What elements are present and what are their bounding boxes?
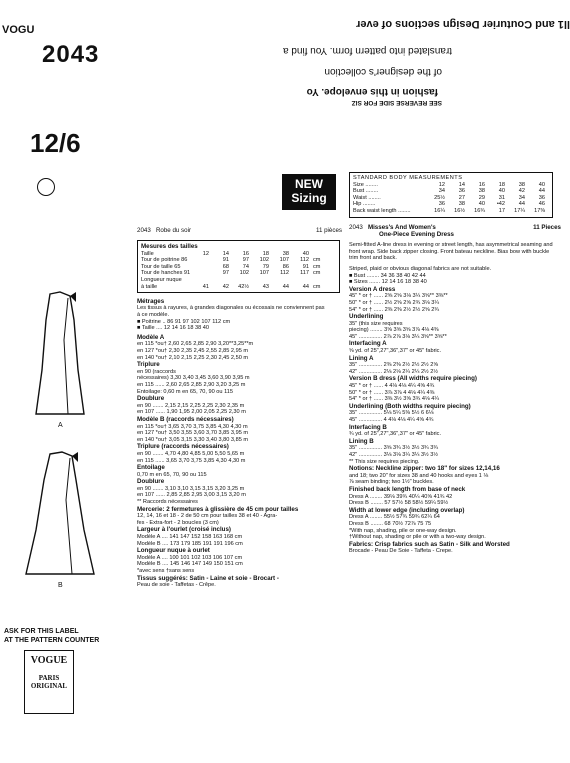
fr-measure-row-value: 38: [282, 250, 289, 257]
std-measure-row-value: 36: [458, 188, 465, 195]
fr-measure-row-value: 79: [262, 263, 269, 270]
en-yardage-line: Notions: Neckline zipper: two 18" for sizes 12,14,16: [349, 465, 500, 473]
fr-yardage-line: Peau de soie - Taffetas - Crêpe.: [137, 582, 216, 589]
en-yardage-line: Lining A: [349, 354, 374, 362]
fr-measure-row-value: 41: [202, 283, 209, 290]
fr-measure-row-unit: cm: [313, 257, 321, 264]
fr-measure-row-value: 112: [300, 257, 309, 264]
fr-number: 2043: [137, 227, 151, 234]
en-yardage-line: 45" ............... 2⅞ 2⅞ 3⅛ 3¼ 3⅝** 3⅝**: [349, 333, 447, 340]
fr-yardage-line: en 140 *ou† 2,10 2,15 2,25 2,30 2,45 2,50 m: [137, 354, 249, 361]
fr-measure-row-value: 12: [202, 250, 209, 257]
ask-label-line1: ASK FOR THIS LABEL: [4, 628, 79, 635]
fr-measure-row-value: 117: [300, 270, 309, 277]
std-measure-row: [353, 208, 549, 215]
fr-measure-row-value: 18: [262, 250, 269, 257]
fr-yardage-line: Doublure: [137, 395, 165, 403]
fr-yardage-line: en 107 ...... 2,85 2,85 2,95 3,00 3,15 3,20 m: [137, 492, 246, 499]
upside-down-line: translated into pattern form. You find a: [283, 45, 452, 56]
std-measure-row-label: Hip ........: [353, 201, 376, 208]
fr-yardage-line: Modèle B .... 173 179 185 191 191 196 cm: [137, 540, 243, 547]
en-bust-row: ■ Bust ........ 34 36 38 40 42 44: [349, 272, 426, 279]
en-yardage-line: and 18; two 20" for sizes 38 and 40 hooks and eyes 1 ⅛: [349, 472, 489, 479]
fr-yardage-line: en 115 ...... 2,60 2,65 2,85 2,90 3,20 3,25 m: [137, 381, 246, 388]
fr-measure-row-value: 44: [302, 283, 309, 290]
fr-measure-row-value: 44: [282, 283, 289, 290]
figure-label-a: A: [58, 422, 63, 429]
fr-measure-row-label: Tour de taille 65: [141, 263, 181, 270]
std-measure-row-value: 42: [518, 188, 525, 195]
fr-yardage-line: en 115 *ou† 3,65 3,70 3,75 3,85 4,30 4,30 m: [137, 423, 248, 430]
fr-measure-row: [141, 284, 336, 291]
en-yardage-line: Version B dress (All widths require piecing): [349, 375, 477, 383]
en-yardage-line: Interfacing B: [349, 423, 387, 431]
fr-yardage-line: Modèle B .... 145 146 147 149 150 151 cm: [137, 561, 243, 568]
fr-measure-row-label: à taille: [141, 283, 158, 290]
size-circle: [37, 178, 55, 196]
fr-measure-row-label: Tour de poitrine 86: [141, 257, 188, 264]
std-measure-row-value: 40: [478, 201, 485, 208]
fr-measure-row-unit: cm: [313, 283, 321, 290]
fr-measure-row-value: 102: [259, 257, 269, 264]
std-measure-row-value: 16¾: [474, 207, 485, 214]
fr-yardage-line: en 107 ...... 1,90 1,95 2,00 2,05 2,25 2,30 m: [137, 409, 246, 416]
logo-line2: PARIS ORIGINAL: [30, 674, 68, 690]
std-measure-row-value: 46: [538, 201, 545, 208]
fr-yardage-line: en 127 *ou† 2,30 2,35 2,45 2,55 2,85 2,95 m: [137, 348, 249, 355]
fr-measure-row-value: 42: [222, 283, 229, 290]
fr-yardage-line: Entoilage: [137, 464, 165, 472]
en-title2: One-Piece Evening Dress: [379, 230, 454, 238]
size-group: 12/6: [30, 128, 81, 158]
fr-measure-row: [141, 257, 336, 264]
fr-measure-row-value: 42½: [238, 283, 249, 290]
fr-yardage-line: 0,70 m en 65, 70, 90 ou 115: [137, 471, 207, 478]
fr-measure-row-value: 43: [262, 283, 269, 290]
en-yardage-line: Interfacing A: [349, 340, 387, 348]
upside-down-line: fashion in this envelope. Yo: [306, 86, 438, 97]
en-yardage-line: ⅞ seam binding; two 1½" buckles.: [349, 479, 434, 486]
std-measure-row: [353, 195, 549, 202]
fr-measure-row-value: 107: [259, 270, 269, 277]
en-yardage-line: ¾ yd. of 25",27",36",37" or 45" fabric.: [349, 431, 442, 438]
en-yardage-line: 35" (this size requires: [349, 320, 403, 327]
std-measure-row-value: 38: [518, 181, 525, 188]
fr-yardage-line: en 90 ....... 4,70 4,80 4,85 5,00 5,50 5,65 m: [137, 450, 245, 457]
fr-measure-row-value: 97: [242, 257, 249, 264]
std-measure-row: [353, 201, 549, 208]
fr-measure-row: [141, 264, 336, 271]
std-measure-row-label: Back waist length ........: [353, 207, 411, 214]
upside-down-line: of the designer's collection: [324, 66, 442, 77]
fr-measures-box: [137, 240, 340, 293]
std-measure-row-value: 18: [498, 181, 505, 188]
en-yardage-line: Version A dress: [349, 285, 396, 293]
en-yardage-line: 54" * or † ...... 2⅜ 2⅜ 2½ 2½ 2⅝ 2¾: [349, 306, 439, 313]
ask-label-line2: AT THE PATTERN COUNTER: [4, 637, 100, 644]
en-yardage-line: Width at lower edge (including overlap): [349, 506, 465, 514]
std-measure-row-label: Waist ........: [353, 194, 381, 201]
std-measure-row: [353, 188, 549, 195]
fr-header: [137, 227, 342, 234]
fr-measures-title: Mesures des tailles: [141, 243, 198, 251]
fr-measure-row-value: 74: [242, 263, 249, 270]
std-measure-row-value: 34: [518, 194, 525, 201]
upside-down-line: ll1 and Couturier Design sections of ever: [356, 18, 570, 30]
fr-yardage-line: *avec sens †sans sens: [137, 568, 195, 575]
std-measure-row-value: 38: [478, 188, 485, 195]
en-yardage-line: Underlining (Both widths require piecing): [349, 402, 471, 410]
fr-yardage-line: en 115 ...... 3,65 3,70 3,75 3,85 4,30 4,30 m: [137, 457, 246, 464]
fr-yardage-line: en 90 (raccords: [137, 368, 176, 375]
fr-poitrine-row: ■ Poitrine .. 86 91 97 102 107 112 cm: [137, 318, 231, 325]
en-yardage-line: Brocade - Peau De Soie - Taffeta - Crepe.: [349, 548, 453, 555]
fr-title: Robe du soir: [155, 227, 192, 234]
en-yardage-line: piecing) ........ 3⅝ 3⅝ 3⅝ 3⅞ 4⅛ 4⅜: [349, 327, 439, 334]
en-yardage-line: Dress B ........ 68 70½ 72⅞ 75 75: [349, 520, 432, 527]
std-measure-row-value: 38: [458, 201, 465, 208]
en-yardage-line: 50" * or † ...... 3⅞ 3⅞ 4 4⅛ 4¼ 4⅜: [349, 389, 435, 396]
pattern-number: 2043: [42, 41, 100, 68]
fr-yardage-line: ** Raccords nécessaires: [137, 499, 198, 506]
fr-measure-row-value: 91: [302, 263, 309, 270]
en-yardage-line: 35" ............... 3⅝ 3¾ 3½ 3½ 3¾ 3¾: [349, 445, 439, 452]
fr-yardage-line: Modèle A: [137, 333, 165, 341]
fr-yardage-list: [137, 335, 342, 589]
en-yardage-line: Dress A ........ 39⅛ 39¾ 40¼ 40⅝ 41¾ 42: [349, 493, 453, 500]
fr-measure-row: [141, 270, 336, 277]
fr-yardage-line: Triplure (raccords nécessaires): [137, 443, 229, 451]
fr-yardage-line: 12, 14, 16 et 18 - 2 de 50 cm pour tailles 38 et 40 - Agra-: [137, 513, 278, 520]
fr-measure-row-unit: cm: [313, 270, 321, 277]
std-measure-row-value: •42: [496, 201, 505, 208]
en-stripe-note: Striped, plaid or obvious diagonal fabrics are not suitable.: [349, 265, 492, 272]
fr-taille-row: ■ Taille .... 12 14 16 18 38 40: [137, 325, 210, 332]
fr-measure-row-value: 16: [242, 250, 249, 257]
en-number: 2043: [349, 223, 363, 231]
french-column: [137, 227, 342, 589]
vogue-paris-original-logo: [24, 650, 74, 714]
fr-yardage-line: Tissus suggérés: Satin - Laine et soie - Brocart -: [137, 574, 279, 582]
std-measure-row-label: Size ........: [353, 181, 378, 188]
fr-measure-row-value: 91: [222, 257, 229, 264]
en-yardage-line: ** This size requires piecing.: [349, 458, 420, 465]
en-yardage-line: 45" * or † ...... 4 4⅛ 4⅛ 4¼ 4⅝ 4¾: [349, 383, 435, 390]
fr-measure-row-unit: cm: [313, 263, 321, 270]
fr-measure-row-value: 102: [239, 270, 249, 277]
fr-measure-row: [141, 277, 336, 284]
fr-yardage-line: Longueur nuque à ourlet: [137, 547, 210, 555]
fr-pieces: 11 pièces: [315, 227, 342, 234]
fr-yardage-line: en 140 *ou† 3,05 3,15 3,30 3,40 3,80 3,85 m: [137, 436, 249, 443]
std-measure-row-label: Bust ........: [353, 188, 379, 195]
en-yardage-list: [349, 287, 564, 555]
en-yardage-line: Dress B ........ 57 57½ 58 58½ 59¼ 59½: [349, 500, 449, 507]
fr-yardage-line: en 90 ....... 3,10 3,10 3,15 3,15 3,20 3,25 m: [137, 485, 245, 492]
badge-line1: NEW: [295, 177, 323, 191]
fr-measure-row-value: 40: [302, 250, 309, 257]
en-yardage-line: ⅝ yd. of 25",27",36",37" or 45" fabric.: [349, 348, 442, 355]
std-measure-row-value: 16¼: [434, 207, 445, 214]
fr-measure-row-value: 107: [279, 257, 289, 264]
en-yardage-line: 45" * or † ...... 2⅝ 2⅝ 3⅛ 3¼ 3⅝** 3⅜**: [349, 293, 448, 300]
english-column: [349, 172, 564, 555]
badge-line2: Sizing: [291, 191, 327, 205]
fr-measure-row-label: Longueur nuque: [141, 276, 182, 283]
fr-measures-table: [141, 251, 336, 291]
std-title: STANDARD BODY MEASUREMENTS: [353, 175, 463, 181]
std-measure-row-value: 40: [538, 181, 545, 188]
std-measure-row-value: 16½: [454, 207, 465, 214]
fr-measure-row: [141, 251, 336, 258]
std-measure-row-value: 14: [458, 181, 465, 188]
fr-measure-row-value: 14: [222, 250, 229, 257]
std-measure-row: [353, 182, 549, 189]
en-yardage-line: Dress A ........ 55½ 57¾ 59¾ 62¼ 64: [349, 514, 440, 521]
en-pieces: 11 Pieces: [533, 223, 561, 231]
en-sizes-row: ■ Sizes ....... 12 14 16 18 38 40: [349, 279, 427, 286]
figure-label-b: B: [58, 582, 63, 589]
std-measure-row-value: 44: [518, 201, 525, 208]
fr-metrages-title: Métrages: [137, 298, 165, 306]
fr-metrages-note: Les tissus à rayures, à grandes diagonales ou écossais ne conviennent pas à ce modèle.: [137, 305, 325, 319]
std-measure-row-value: 40: [498, 188, 505, 195]
fr-yardage-line: Largeur à l'ourlet (croisé inclus): [137, 526, 231, 534]
std-measure-row-value: 25½: [434, 194, 445, 201]
fr-yardage-line: fes - Extra-fort - 2 boucles (3 cm): [137, 519, 219, 526]
std-measure-row-value: 17⅜: [534, 207, 545, 214]
std-measure-row-value: 27: [458, 194, 465, 201]
en-yardage-line: 42" ............... 3⅛ 3⅛ 3¼ 3¼ 3½ 3½: [349, 451, 439, 458]
en-yardage-line: 50" * or † ...... 2½ 2⅝ 2⅝ 2¾ 3⅛ 3¼: [349, 299, 439, 306]
fr-yardage-line: Doublure: [137, 478, 165, 486]
std-measure-row-value: 31: [498, 194, 505, 201]
fr-yardage-line: Modèle A .... 100 101 102 103 106 107 cm: [137, 554, 243, 561]
fr-yardage-line: en 127 *ou† 3,50 3,55 3,60 3,70 3,85 3,95 m: [137, 430, 249, 437]
std-measure-row-value: 12: [438, 181, 445, 188]
upside-down-header: [170, 6, 570, 106]
upside-down-line: SEE REVERSE SIDE FOR SIZ: [351, 99, 442, 106]
fr-measure-row-value: 112: [280, 270, 289, 277]
en-title1: Misses's And Women's: [367, 223, 436, 231]
dress-figure-a: [30, 290, 90, 420]
en-yardage-line: Underlining: [349, 313, 384, 321]
en-yardage-line: 54" * or † ...... 3⅜ 3½ 3⅝ 3¾ 4⅛ 4¼: [349, 396, 439, 403]
std-measure-row-value: 44: [538, 188, 545, 195]
fr-yardage-line: en 115 *ou† 2,60 2,65 2,85 2,90 3,20**3,25**m: [137, 341, 254, 348]
fr-measure-row-value: 97: [222, 270, 229, 277]
std-measurements-table: [353, 182, 549, 215]
std-measure-row-value: 34: [438, 188, 445, 195]
std-measurements-box: [349, 172, 553, 218]
en-yardage-line: 35" ............... 2⅜ 2⅜ 2½ 2½ 2½ 2⅝: [349, 362, 439, 369]
fr-yardage-line: Mercerie: 2 fermetures à glissière de 45 cm pour tailles: [137, 505, 299, 513]
en-yardage-line: Finished back length from base of neck: [349, 485, 466, 493]
en-yardage-line: Fabrics: Crisp fabrics such as Satin - Silk and Worsted: [349, 540, 510, 548]
std-measure-row-value: 36: [438, 201, 445, 208]
logo-line1: VOGUE: [30, 655, 68, 666]
new-sizing-badge: [282, 174, 336, 210]
std-measure-row-value: 17: [498, 207, 505, 214]
fr-measure-row-value: 86: [282, 263, 289, 270]
std-measure-row-value: 29: [478, 194, 485, 201]
fr-measure-row-value: 68: [222, 263, 229, 270]
fr-yardage-line: Modèle A .... 141 147 152 158 163 168 cm: [137, 534, 243, 541]
en-yardage-line: 42" ............... 2⅛ 2⅛ 2¼ 2¼ 2½ 2½: [349, 368, 439, 375]
en-yardage-line: 45" ............... 4 4⅛ 4⅛ 4¼ 4⅝ 4¾: [349, 417, 434, 423]
fr-yardage-line: Entoilage: 0,60 m en 65, 70, 90 ou 115: [137, 388, 233, 395]
en-description: Semi-fitted A-line dress in evening or street length, has asymmetrical seaming and front wrap. Side back zipper closing. Front bateau neckline. Bias bow with buckle trim front and back.: [349, 242, 553, 262]
std-measure-row-value: 17¼: [514, 207, 525, 214]
brand-partial: VOGU: [2, 24, 35, 36]
std-measure-row-value: 16: [478, 181, 485, 188]
dress-figure-b: [20, 450, 100, 580]
fr-measure-row-label: Tour de hanches 91: [141, 270, 191, 277]
en-header: [349, 224, 561, 231]
en-yardage-line: †Without nap, shading or pile or with a two-way design.: [349, 534, 486, 541]
fr-yardage-line: Triplure: [137, 361, 160, 369]
en-yardage-line: Lining B: [349, 437, 374, 445]
fr-yardage-line: nécessaires) 3,30 3,40 3,45 3,60 3,90 3,95 m: [137, 375, 250, 382]
std-measure-row-value: 36: [538, 194, 545, 201]
en-yardage-line: *With nap, shading, pile or one-way design.: [349, 527, 457, 534]
fr-measure-row-label: Taille: [141, 250, 154, 257]
en-yardage-line: 35" ............... 5⅛ 5¼ 5⅜ 5½ 6 6⅛: [349, 410, 434, 417]
fr-yardage-line: en 90 ....... 2,15 2,15 2,25 2,25 2,30 2,35 m: [137, 402, 245, 409]
fr-yardage-line: Modèle B (raccords nécessaires): [137, 415, 234, 423]
